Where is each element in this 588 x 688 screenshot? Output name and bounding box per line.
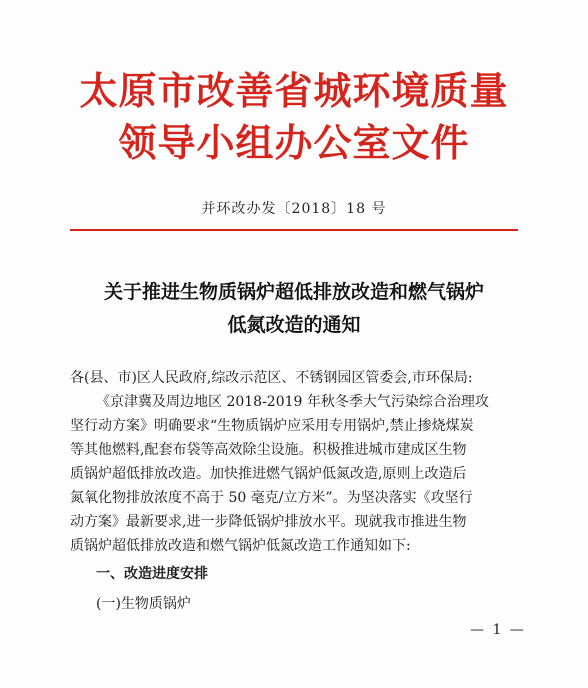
notice-title-line2: 低氮改造的通知 (227, 314, 361, 336)
agency-title-line1: 太原市改善省城环境质量 (79, 68, 509, 113)
body-line-5: 氮氧化物排放浓度不高于 50 毫克/立方米”。为坚决落实《攻坚行 (70, 490, 473, 506)
agency-title-line2: 领导小组办公室文件 (118, 120, 470, 165)
page-number: — 1 — (470, 622, 526, 638)
body-line-3: 等其他燃料,配套布袋等高效除尘设施。积极推进城市建成区生物 (70, 442, 467, 458)
body-line-1: 《京津冀及周边地区 2018-2019 年秋冬季大气污染综合治理攻 (96, 394, 489, 410)
body-line-7: 质锅炉超低排放改造和燃气锅炉低氮改造工作通知如下: (70, 538, 411, 554)
section-heading-1: 一、改造进度安排 (96, 566, 208, 582)
red-separator-line (70, 229, 518, 231)
notice-title-line1: 关于推进生物质锅炉超低排放改造和燃气锅炉 (103, 281, 484, 303)
addressee: 各(县、市)区人民政府,综改示范区、不锈钢园区管委会,市环保局: (70, 370, 473, 386)
body-line-2: 坚行动方案》明确要求“生物质锅炉应采用专用锅炉,禁止掺烧煤炭 (70, 418, 474, 434)
document-number: 并环改办发〔2018〕18 号 (201, 201, 387, 217)
body-line-6: 动方案》最新要求,进一步降低锅炉排放水平。现就我市推进生物 (70, 514, 467, 530)
body-line-4: 质锅炉超低排放改造。加快推进燃气锅炉低氮改造,原则上改造后 (70, 466, 467, 482)
subsection-heading-1: (一)生物质锅炉 (96, 596, 191, 612)
